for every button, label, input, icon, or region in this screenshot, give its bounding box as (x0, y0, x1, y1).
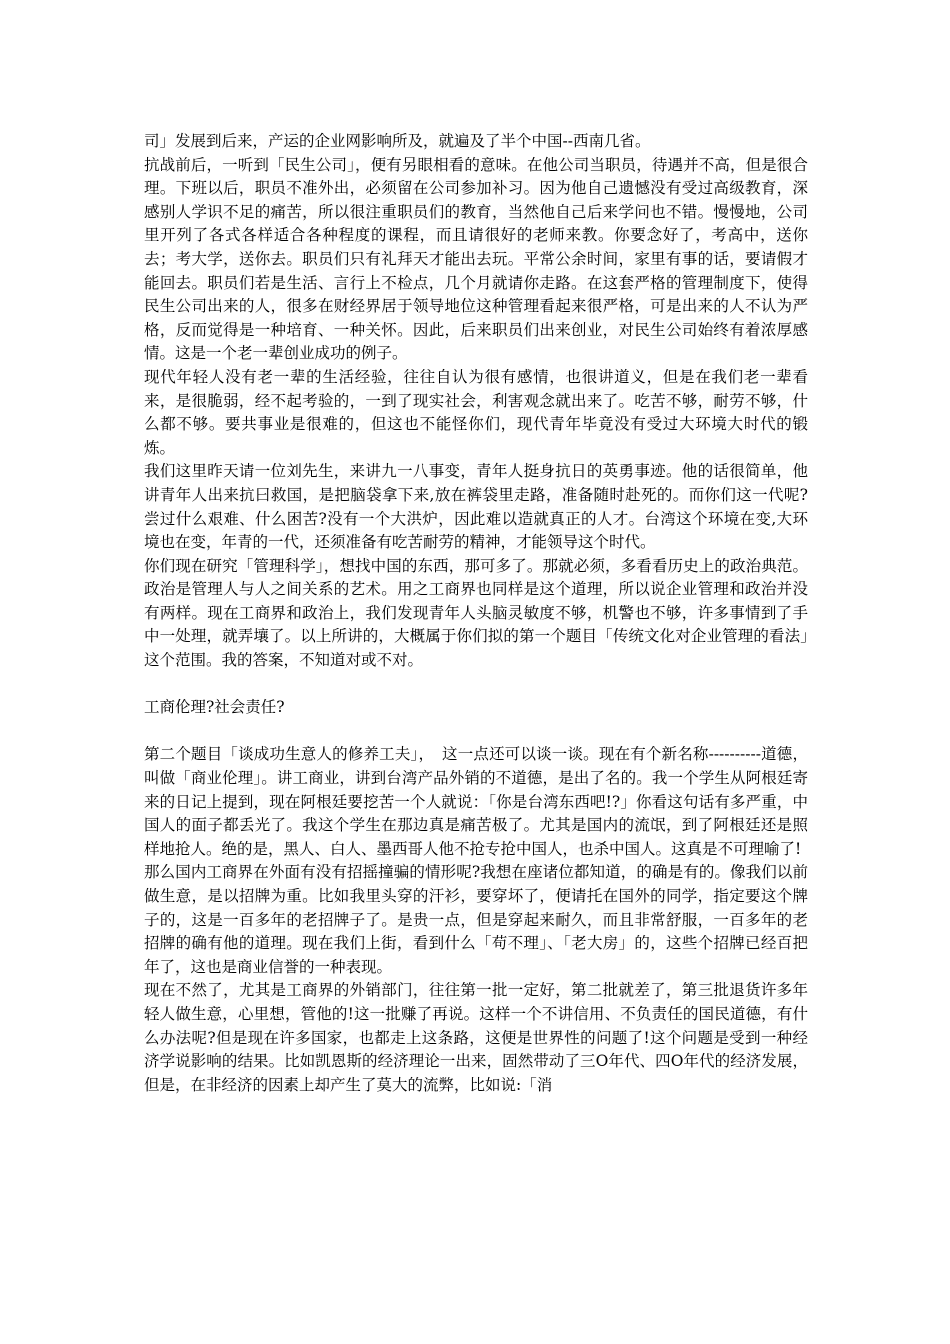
paragraph: 你们现在研究「管理科学」，想找中国的东西，那可多了。那就必须，多看看历史上的政治典范。政治是管理人与人之间关系的艺术。用之工商界也同样是这个道理，所以说企业管理和政治并没有两样。现在工商界和政治上，我们发现青年人头脑灵敏度不够，机警也不够，许多事情到了手中一处理，就弄壤了。以上所讲的，大概属于你们拟的第一个题目「传统文化对企业管理的看法」这个范围。我的答案，不知道对或不对。 (144, 556, 808, 670)
paragraph: 抗战前后，一听到「民生公司」，便有另眼相看的意味。在他公司当职员，待遇并不高，但是很合理。下班以后，职员不准外出，必须留在公司参加补习。因为他自己遗憾没有受过高级教育，深感别人学识不足的痛苦，所以很注重职员们的教育，当然他自己后来学问也不错。慢慢地，公司里开列了各式各样适合各种程度的课程，而且请很好的老师来教。你要念好了，考高中，送你去；考大学，送你去。职员们只有礼拜天才能出去玩。平常公余时间，家里有事的话，要请假才能回去。职员们若是生活、言行上不检点，几个月就请你走路。在这套严格的管理制度下，使得民生公司出来的人，很多在财经界居于领导地位这种管理看起来很严格，可是出来的人不认为严格，反而觉得是一种培育、一种关怀。因此，后来职员们出来创业，对民生公司始终有着浓厚感情。这是一个老一辈创业成功的例子。 (144, 155, 808, 363)
paragraph: 现在不然了，尤其是工商界的外销部门，往往第一批一定好，第二批就差了，第三批退货许多年轻人做生意，心里想，管他的!这一批赚了再说。这样一个不讲信用、不负责任的国民道德，有什么办法呢?但是现在许多国家，也都走上这条路，这便是世界性的问题了!这个问题是受到一种经济学说影响的结果。比如凯恩斯的经济理论一出来，固然带动了三O年代、四O年代的经济发展，但是，在非经济的因素上却产生了莫大的流弊，比如说:「消 (144, 981, 808, 1094)
section-heading: 工商伦理?社会责任? (144, 698, 285, 717)
document-body (144, 130, 808, 1097)
paragraph: 那么国内工商界在外面有没有招摇撞骗的情形呢?我想在座诸位都知道，的确是有的。像我们以前做生意，是以招牌为重。比如我里头穿的汗衫，要穿坏了，便请托在国外的同学，指定要这个牌子的，这是一百多年的老招牌子了。是贵一点，但是穿起来耐久，而且非常舒服，一百多年的老招牌的确有他的道理。现在我们上街，看到什么「苟不理」、「老大房」的，这些个招牌已经百把年了，这也是商业信誉的一种表现。 (144, 863, 808, 976)
paragraph: 我们这里昨天请一位刘先生，来讲九一八事变，青年人挺身抗日的英勇事迹。他的话很简单，他讲青年人出来抗曰救国，是把脑袋拿下来,放在裤袋里走路，准备随时赴死的。而你们这一代呢?尝过什么艰难、什么困苦?没有一个大洪炉，因此难以造就真正的人才。台湾这个环境在变,大环境也在变，年青的一代，还须准备有吃苦耐劳的精神，才能领导这个时代。 (144, 462, 808, 552)
paragraph: 第二个题目「谈成功生意人的修养工夫」， 这一点还可以谈一谈。现在有个新名称----------道德，叫做「商业伦理」。讲工商业，讲到台湾产品外销的不道德，是出了名的。我一个学生从阿根廷寄来的日记上提到，现在阿根廷要挖苦一个人就说：「你是台湾东西吧!?」你看这句话有多严重，中国人的面子都丢光了。我这个学生在那边真是痛苦极了。尤其是国内的流氓，到了阿根廷还是照样地抢人。绝的是，黑人、白人、墨西哥人他不抢专抢中国人，也杀中国人。这真是不可理喻了! (144, 745, 808, 858)
paragraph: 司」发展到后来，产运的企业网影响所及，就遍及了半个中国--西南几省。 (144, 132, 651, 150)
paragraph: 现代年轻人没有老一辈的生活经验，往往自认为很有感情，也很讲道义，但是在我们老一辈看来，是很脆弱，经不起考验的，一到了现实社会，利害观念就出来了。吃苦不够，耐劳不够，什么都不够。要共事业是很难的，但这也不能怪你们，现代青年毕竟没有受过大环境大时代的锻炼。 (144, 367, 808, 457)
